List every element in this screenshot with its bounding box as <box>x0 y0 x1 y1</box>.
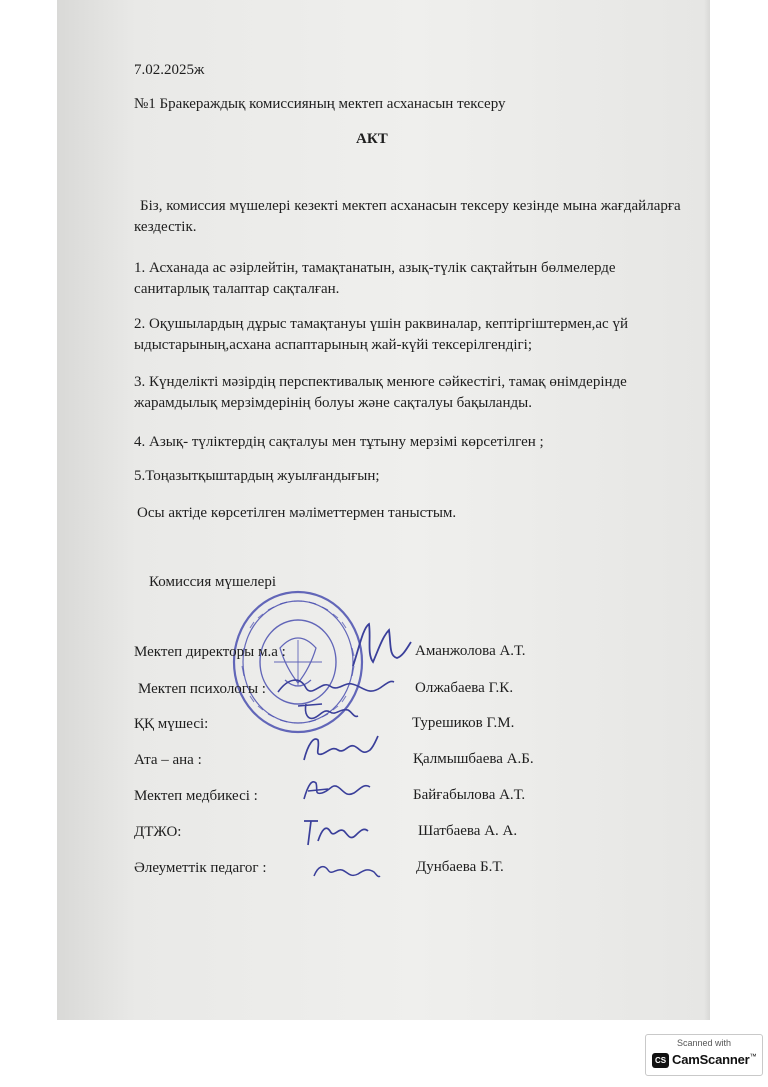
intro-paragraph: Біз, комиссия мүшелері кезекті мектеп асханасын тексеру кезінде мына жағдайларға кездестік. <box>134 198 681 235</box>
watermark-caption: Scanned with <box>676 1038 732 1048</box>
signatory-role: Әлеуметтік педагог : <box>134 860 267 876</box>
list-item: 4. Азық- түліктердің сақталуы мен тұтыну мерзімі көрсетілген ; <box>134 434 544 450</box>
acknowledgement-line: Осы актіде көрсетілген мәліметтермен таныстым. <box>137 505 457 521</box>
parent-signature <box>298 730 380 768</box>
director-signature <box>345 618 415 674</box>
signatory-role: ҚҚ мүшесі: <box>134 716 209 732</box>
signatory-role: ДТЖО: <box>134 824 182 840</box>
list-item: 1. Асханада ас әзірлейтін, тамақтанатын, азық-түлік сақтайтын бөлмелерде санитарлық талаптар сақталған. <box>134 260 616 297</box>
social-pedagogue-signature <box>308 856 384 886</box>
list-item: 3. Күнделікті мәзірдің перспективалық менюге сәйкестігі, тамақ өнімдерінде жарамдылық мерзімдерінің болуы және сақталуы бақыланды. <box>134 374 627 411</box>
signatory-role: Мектеп медбикесі : <box>134 788 258 804</box>
signatory-name: Олжабаева Г.К. <box>415 680 514 696</box>
document-date: 7.02.2025ж <box>134 62 205 78</box>
document-title: АКТ <box>356 131 388 147</box>
list-item: 5.Тоңазытқыштардың жуылғандығын; <box>134 468 380 484</box>
signatory-role: Ата – ана : <box>134 752 202 768</box>
members-heading: Комиссия мүшелері <box>149 574 276 590</box>
nurse-signature <box>298 773 374 807</box>
document-subject: №1 Бракераждық комиссияның мектеп асханасын тексеру <box>134 96 506 112</box>
list-item: 2. Оқушылардың дұрыс тамақтануы үшін раквиналар, кептіргіштермен,ас үй ыдыстарының,асхана аспаптарының жай-күйі тексерілгендігі; <box>134 316 628 353</box>
signatory-name: Аманжолова А.Т. <box>415 643 526 659</box>
camscanner-logo-icon: CS <box>652 1053 669 1068</box>
signatory-name: Қалмышбаева А.Б. <box>413 751 534 767</box>
signatory-name: Турешиков Г.М. <box>412 715 515 731</box>
watermark-brand: CamScanner™ <box>672 1052 757 1067</box>
camscanner-watermark <box>645 1034 763 1076</box>
signatory-name: Байғабылова А.Т. <box>413 787 526 803</box>
signatory-role: Мектеп директоры м.а : <box>134 644 286 660</box>
dtzho-signature <box>296 815 372 851</box>
signatory-name: Дунбаева Б.Т. <box>416 859 504 875</box>
signatory-name: Шатбаева А. А. <box>418 823 518 839</box>
committee-member-signature <box>292 694 362 728</box>
signatory-role: Мектеп психологы : <box>138 681 266 697</box>
